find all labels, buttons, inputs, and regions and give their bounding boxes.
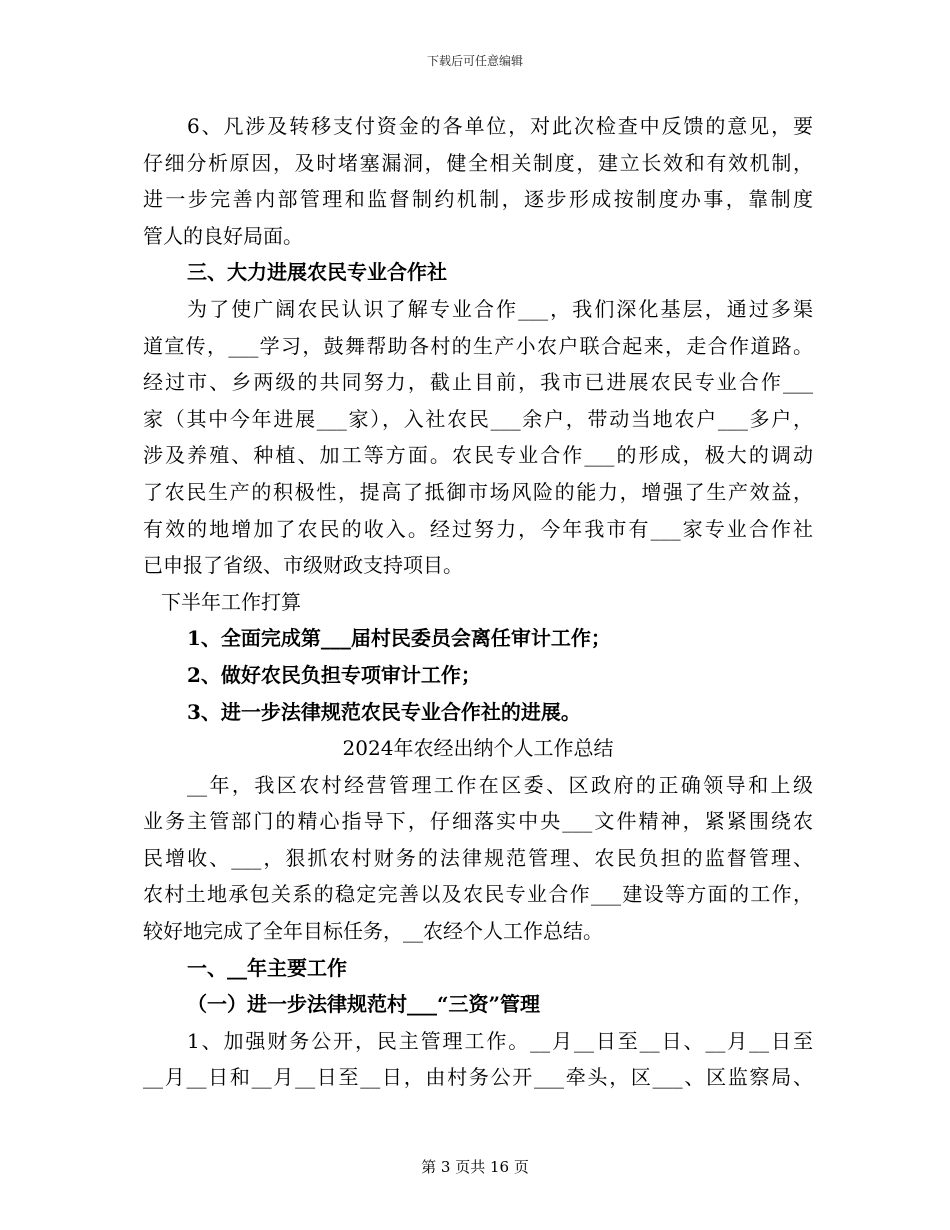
- paragraph-line: 已申报了省级、市级财政支持项目。: [143, 553, 463, 578]
- paragraph-line: 业务主管部门的精心指导下，仔细落实中央___文件精神，紧紧围绕农: [143, 809, 813, 834]
- paragraph-line: 了农民生产的积极性，提高了抵御市场风险的能力，增强了生产效益，: [143, 479, 813, 504]
- paragraph-line: 为了使广阔农民认识了解专业合作___，我们深化基层，通过多渠: [187, 296, 813, 321]
- paragraph-line: 仔细分析原因，及时堵塞漏洞，健全相关制度，建立长效和有效机制，: [143, 150, 813, 175]
- paragraph-line: 管人的良好局面。: [143, 223, 303, 248]
- paragraph-line: 6、凡涉及转移支付资金的各单位，对此次检查中反馈的意见，要: [187, 114, 813, 138]
- paragraph-line: 家（其中今年进展___家），入社农民___余户，带动当地农户___多户，: [143, 406, 813, 431]
- plan-item: 1、全面完成第___届村民委员会离任审计工作；: [187, 626, 611, 651]
- subheading: 下半年工作打算: [161, 589, 301, 614]
- paragraph-line: 进一步完善内部管理和监督制约机制，逐步形成按制度办事，靠制度: [143, 187, 813, 212]
- plan-item: 3、进一步法律规范农民专业合作社的进展。: [187, 699, 581, 724]
- page-footer: 第 3 页共 16 页: [421, 1158, 529, 1176]
- paragraph-line: 较好地完成了全年目标任务，__农经个人工作总结。: [143, 919, 603, 944]
- subsection-heading: （一）进一步法律规范村___“三资”管理: [187, 992, 541, 1017]
- paragraph-line: 经过市、乡两级的共同努力，截止目前，我市已进展农民专业合作___: [143, 370, 813, 395]
- paragraph-line: 有效的地增加了农民的收入。经过努力，今年我市有___家专业合作社: [143, 516, 813, 541]
- paragraph-line: 涉及养殖、种植、加工等方面。农民专业合作___的形成，极大的调动: [143, 443, 813, 468]
- document-body: [143, 108, 813, 1096]
- page-header: 下载后可任意编辑: [426, 54, 523, 68]
- section-heading: 三、大力进展农民专业合作社: [187, 260, 447, 285]
- paragraph-line: __年，我区农村经营管理工作在区委、区政府的正确领导和上级: [187, 772, 813, 797]
- paragraph-line: __月__日和__月__日至__日，由村务公开___牵头，区___、区监察局、: [143, 1065, 813, 1090]
- section-heading: 一、__年主要工作: [187, 955, 347, 980]
- paragraph-line: 道宣传，___学习，鼓舞帮助各村的生产小农户联合起来，走合作道路。: [143, 333, 813, 358]
- paragraph-line: 农村土地承包关系的稳定完善以及农民专业合作___建设等方面的工作，: [143, 882, 813, 907]
- plan-item: 2、做好农民负担专项审计工作；: [187, 662, 481, 687]
- paragraph-line: 1、加强财务公开，民主管理工作。__月__日至__日、__月__日至: [187, 1028, 813, 1053]
- paragraph-line: 民增收、___，狠抓农村财务的法律规范管理、农民负担的监督管理、: [143, 845, 813, 870]
- document-title: 2024年农经出纳个人工作总结: [342, 736, 614, 761]
